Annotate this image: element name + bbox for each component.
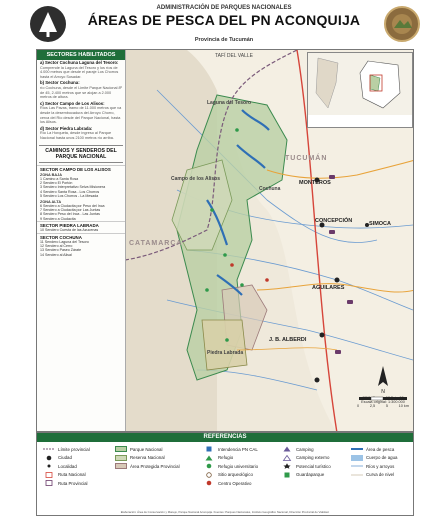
legend-item: Ruta Provincial	[43, 479, 90, 488]
route-zone-label: ZONA ALTA	[40, 199, 62, 204]
legend-item: Ruta Nacional	[43, 471, 90, 480]
provincial-area-2	[202, 320, 247, 370]
north-arrow-icon	[355, 364, 411, 394]
reserve-swatch-icon	[115, 455, 127, 461]
legend-item: Sitio arqueológico	[203, 471, 258, 480]
route-item: 11 Sendero Laguna del Tesoro	[40, 239, 89, 244]
legend-item: Potencial turístico	[281, 462, 331, 471]
scale-tick: 2,5	[369, 404, 376, 408]
legend-item: Camping	[281, 445, 331, 454]
legend-heading: REFERENCIAS	[37, 433, 413, 442]
sector-entry	[37, 80, 125, 100]
legend-item: Parque Nacional	[115, 445, 180, 454]
tourism-potential-icon	[281, 463, 293, 469]
legend-col-4	[281, 445, 331, 479]
label-monteros: MONTEROS	[299, 180, 331, 186]
admin-line: ADMINISTRACIÓN DE PARQUES NACIONALES	[156, 5, 292, 11]
scale-box	[355, 364, 411, 426]
river-icon	[351, 463, 363, 469]
sector-title: c) Sector Campo de Los Alisos:	[40, 100, 105, 106]
routes-heading: CAMINOS Y SENDEROS DEL PARQUE NACIONAL	[39, 145, 123, 163]
legend-item: Curva de nivel	[351, 471, 398, 480]
sector-entry	[37, 101, 125, 126]
legend-item: Reserva Nacional	[115, 454, 180, 463]
legend-col-3	[203, 445, 258, 488]
main-map[interactable]	[36, 49, 414, 432]
route-group-title: SECTOR PIEDRA LABRADA	[37, 221, 125, 228]
legend-item: Límite provincial	[43, 445, 90, 454]
legend-item: Refugio	[203, 454, 258, 463]
sector-description: Comprende la Laguna del Tesoro y los ríos de 4.000 metros que desde el paraje Los Chorros hasta el Arroyo Sosadar.	[40, 65, 119, 79]
sector-title: b) Sector Cochuna:	[40, 80, 80, 86]
sector-description: río Cochuna, desde el Limite Parque Nacional 8º de 45, 2.400 metros que se alojan a 2.000 metros de altura.	[40, 85, 123, 100]
label-sector-b: Cochuna	[259, 186, 281, 192]
route-item: 3 Sendero Interpretativo Selva Misionera	[40, 185, 106, 190]
legend-item: Centro Operativo	[203, 479, 258, 488]
legend-item: Camping externo	[281, 454, 331, 463]
scale-bar	[355, 396, 411, 402]
legend-item: Ríos y arroyos	[351, 462, 398, 471]
sector-title: d) Sector Piedra Labrada:	[40, 125, 93, 131]
sector-title: a) Sector Cochuna Laguna del Tesoro:	[40, 60, 119, 65]
sector-entry	[37, 60, 125, 80]
map-title: ÁREAS DE PESCA DEL PN ACONQUIJA	[87, 12, 361, 28]
legend-item: Área Protegida Provincial	[115, 462, 180, 471]
legend-item: Área de pesca	[351, 445, 398, 454]
label-alberdi: J. B. ALBERDI	[269, 337, 307, 343]
legend-item: Cuerpo de agua	[351, 454, 398, 463]
label-tucuman: TUCUMÁN	[285, 155, 328, 162]
scale-ratio: Escala original: 1:300.000	[361, 400, 405, 404]
credits: Elaboración: Área de Conservación y Manejo, Parque Nacional Aconquija. Fuentes: Parques Nacionales, Instituto Geográfico Nacional, Dirección Provincial de Vialidad.	[120, 510, 330, 514]
province-line-icon	[43, 446, 55, 452]
contour-icon	[351, 472, 363, 478]
archaeological-site-icon	[203, 472, 215, 478]
inset-canvas	[308, 53, 412, 115]
fishing-area-icon	[351, 446, 363, 452]
scale-ticks	[355, 404, 411, 408]
route-item: 14 Sendero al Alisal	[40, 252, 72, 257]
sector-description: Río La Horqueta, desde ingreso al Parque Nacional hasta unos 2100 metros río arriba.	[40, 131, 114, 140]
national-route-icon	[43, 472, 55, 478]
route-item: 12 Sendero al Cerro	[40, 243, 73, 248]
route-list	[37, 165, 125, 258]
label-aguilares: AGUILARES	[312, 285, 345, 291]
route-item: 7 Sendero a Ciudacita por Las Juntas	[40, 207, 101, 212]
legend-col-1	[43, 445, 90, 488]
route-item: 5 Sendero Los Chorros - La Mesada	[40, 194, 99, 199]
scale-tick: 10 km	[398, 404, 409, 408]
scale-tick: 0	[357, 404, 360, 408]
route-item: 1 Camino a Santa Rosa	[40, 176, 79, 181]
legend-col-2	[115, 445, 180, 471]
sector-entry	[37, 126, 125, 142]
ranger-icon	[281, 472, 293, 478]
water-body-icon	[351, 455, 363, 461]
provincial-route-icon	[43, 480, 55, 486]
city-icon	[43, 455, 55, 461]
route-item: 13 Sendero Paseo Zárate	[40, 248, 82, 253]
legend-item: Ciudad	[43, 454, 90, 463]
sector-list	[37, 60, 125, 142]
park-swatch-icon	[115, 446, 127, 452]
sectors-heading: SECTORES HABILITADOS	[37, 50, 125, 60]
label-simoca: SIMOCA	[369, 221, 391, 227]
legend-item: Refugio universitario	[203, 462, 258, 471]
label-sector-d: Piedra Labrada	[207, 350, 244, 356]
route-item: 9 Sendero a Ciudacita	[40, 216, 76, 221]
legend-item: Intendencia PN CAL	[203, 445, 258, 454]
label-sector-a: Laguna del Tesoro	[207, 100, 252, 106]
route-item: 4 Sendero Santa Rosa - Los Chorros	[40, 189, 100, 194]
route-group-title: SECTOR COCHUNA	[37, 233, 125, 240]
legend	[36, 432, 414, 516]
route-item: 8 Sendero Peso del Inca - Las Juntas	[40, 212, 100, 217]
refuge-icon	[203, 455, 215, 461]
university-refuge-icon	[203, 463, 215, 469]
route-item: 6 Sendero a Ciudacita por Peso del Inca	[40, 203, 105, 208]
route-group-title: SECTOR CAMPO DE LOS ALISOS	[37, 165, 125, 172]
label-sector-c: Campo de los Alisos	[171, 176, 220, 182]
side-panel	[37, 50, 126, 431]
camping-icon	[281, 446, 293, 452]
external-camping-icon	[281, 455, 293, 461]
route-item: 2 Sendero El Portón	[40, 180, 73, 185]
operations-center-icon	[203, 480, 215, 486]
route-zone-label: ZONA BAJA	[40, 172, 63, 177]
province-subtitle: Provincia de Tucumán	[194, 37, 254, 43]
label-catamarca: CATAMARCA	[129, 240, 183, 247]
town-icon	[43, 463, 55, 469]
sector-description: Ríos Las Pavas, tramo de 11.000 metros que va desde la desembocadura del Arroyo Chorro, cerca del Río desde del Parque Nacional, hasta los Alisos.	[40, 106, 122, 125]
svg-text:N: N	[381, 389, 385, 394]
legend-item: Guardaparque	[281, 471, 331, 480]
intendencia-icon	[203, 446, 215, 452]
header	[22, 2, 426, 48]
legend-col-5	[351, 445, 398, 479]
scale-tick: 5	[385, 404, 388, 408]
provincial-area-swatch-icon	[115, 463, 127, 469]
legend-item: Localidad	[43, 462, 90, 471]
label-concepcion: CONCEPCIÓN	[315, 218, 353, 224]
route-item: 10 Sendero Cuesta de las Azucenas	[40, 228, 99, 233]
aconquija-emblem-icon	[384, 6, 420, 42]
inset-map	[307, 52, 413, 128]
label-tafi: TAFÍ DEL VALLE	[215, 53, 253, 59]
